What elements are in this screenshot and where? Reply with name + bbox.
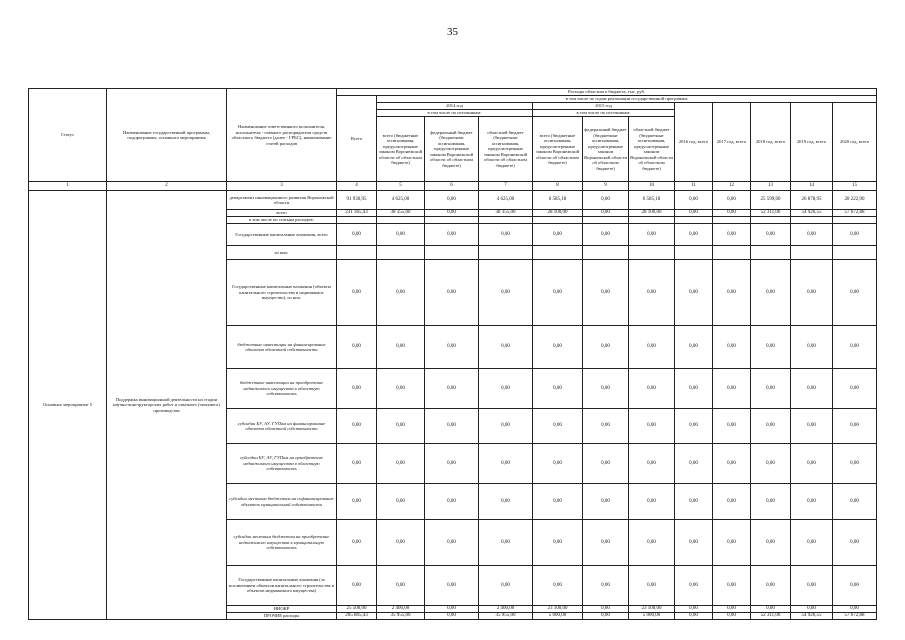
cell-value: 0,00	[713, 484, 751, 520]
cell-value	[425, 246, 479, 260]
cell-value: 0,00	[533, 444, 583, 484]
header-col-2016: 2016 год, всего	[675, 103, 713, 182]
page-number: 35	[447, 26, 458, 38]
header-program-name: Наименование государственной программы, подпрограммы, основного мероприятия	[107, 89, 227, 182]
row-label: всего	[227, 210, 337, 217]
cell-value: 0,00	[583, 326, 629, 369]
cell-value: 0,00	[675, 409, 713, 444]
cell-value: 0,00	[675, 326, 713, 369]
cell-value: 0,00	[629, 326, 675, 369]
status-cell: Основное мероприятие 5	[29, 191, 107, 620]
cell-value: 0,00	[479, 484, 533, 520]
cell-value: 0,00	[751, 369, 791, 409]
cell-value: 35 955,00	[377, 613, 425, 620]
cell-value: 0,00	[713, 409, 751, 444]
cell-value: 38 355,00	[377, 210, 425, 217]
cell-value: 0,00	[533, 409, 583, 444]
cell-value: 0,00	[337, 409, 377, 444]
column-number: 8	[533, 182, 583, 191]
column-number: 6	[425, 182, 479, 191]
cell-value: 231 365,43	[337, 210, 377, 217]
cell-value: 0,00	[713, 613, 751, 620]
cell-value: 205 865,43	[337, 613, 377, 620]
column-number: 14	[791, 182, 833, 191]
cell-value: 0,00	[425, 369, 479, 409]
cell-value: 0,00	[377, 224, 425, 246]
cell-value	[533, 217, 583, 224]
cell-value: 0,00	[583, 260, 629, 326]
row-label: Государственные капитальные вложения (объекты капитального строительства и недвижимое имущество), из них:	[227, 260, 337, 326]
cell-value: 0,00	[751, 606, 791, 613]
cell-value	[833, 217, 877, 224]
cell-value: 0,00	[751, 566, 791, 606]
header-year-2015: 2015 год	[533, 103, 675, 110]
cell-value: 0,00	[479, 224, 533, 246]
column-number: 11	[675, 182, 713, 191]
cell-value	[675, 217, 713, 224]
header-by-sources-2014: в том числе по источникам:	[377, 110, 533, 117]
cell-value	[377, 246, 425, 260]
cell-value	[337, 217, 377, 224]
header-col-2017: 2017 год, всего	[713, 103, 751, 182]
header-col-all-2015: всего (бюджетные ассигнования, предусмотренные законом Воронежской области об областном бюджете)	[533, 117, 583, 182]
cell-value: 0,00	[533, 326, 583, 369]
cell-value: 0,00	[377, 326, 425, 369]
cell-value	[583, 217, 629, 224]
cell-value: 23 100,00	[629, 606, 675, 613]
cell-value: 25 599,00	[751, 191, 791, 210]
cell-value: 0,00	[675, 606, 713, 613]
cell-value: 0,00	[377, 260, 425, 326]
cell-value: 0,00	[629, 566, 675, 606]
cell-value: 0,00	[425, 606, 479, 613]
cell-value: 0,00	[337, 260, 377, 326]
cell-value: 0,00	[533, 566, 583, 606]
header-col-all-2014: всего (бюджетные ассигнования, предусмотренные законом Воронежской области об областном бюджете)	[377, 117, 425, 182]
cell-value: 0,00	[833, 260, 877, 326]
cell-value	[479, 217, 533, 224]
cell-value: 0,00	[479, 326, 533, 369]
cell-value: 0,00	[629, 484, 675, 520]
cell-value: 0,00	[833, 224, 877, 246]
cell-value: 5 000,00	[629, 613, 675, 620]
header-total: Всего	[337, 96, 377, 182]
column-number: 5	[377, 182, 425, 191]
cell-value: 0,00	[751, 260, 791, 326]
cell-value: 0,00	[377, 484, 425, 520]
column-number: 7	[479, 182, 533, 191]
header-status: Статус	[29, 89, 107, 182]
column-number: 1	[29, 182, 107, 191]
cell-value: 0,00	[583, 409, 629, 444]
cell-value: 0,00	[751, 484, 791, 520]
cell-value: 0,00	[425, 191, 479, 210]
cell-value: 0,00	[583, 191, 629, 210]
cell-value: 0,00	[479, 520, 533, 566]
cell-value: 0,00	[629, 409, 675, 444]
column-number: 9	[583, 182, 629, 191]
cell-value: 0,00	[533, 369, 583, 409]
cell-value: 5 000,00	[533, 613, 583, 620]
row-label: субсидии местным бюджетам на приобретение недвижимого имущества в муниципальную собственность	[227, 520, 337, 566]
cell-value: 0,00	[479, 409, 533, 444]
cell-value	[533, 246, 583, 260]
cell-value: 0,00	[675, 224, 713, 246]
cell-value: 2 400,00	[377, 606, 425, 613]
column-number: 2	[107, 182, 227, 191]
cell-value: 4 625,00	[479, 191, 533, 210]
cell-value: 0,00	[583, 369, 629, 409]
column-number: 12	[713, 182, 751, 191]
cell-value: 0,00	[337, 369, 377, 409]
header-col-federal-2014: федеральный бюджет (бюджетные ассигнования, предусмотренные законом Воронежской области об областном бюджете)	[425, 117, 479, 182]
cell-value: 0,00	[479, 369, 533, 409]
cell-value: 0,00	[713, 224, 751, 246]
cell-value: 0,00	[583, 606, 629, 613]
cell-value: 6 585,18	[533, 191, 583, 210]
cell-value: 0,00	[337, 326, 377, 369]
cell-value: 0,00	[337, 224, 377, 246]
cell-value: 0,00	[675, 484, 713, 520]
cell-value: 28 100,00	[629, 210, 675, 217]
cell-value: 0,00	[583, 520, 629, 566]
cell-value	[479, 246, 533, 260]
row-label: бюджетные инвестиции на приобретение недвижимого имущества в областную собственность	[227, 369, 337, 409]
cell-value: 0,00	[533, 224, 583, 246]
header-col-2020: 2020 год, всего	[833, 103, 877, 182]
cell-value: 57 672,88	[833, 613, 877, 620]
cell-value: 0,00	[425, 613, 479, 620]
cell-value: 0,00	[629, 520, 675, 566]
cell-value: 0,00	[675, 260, 713, 326]
program-cell: Поддержка инновационной деятельности на стадии научно-конструкторских работ и опытного (опытного) производства	[107, 191, 227, 620]
cell-value: 0,00	[833, 566, 877, 606]
cell-value: 0,00	[377, 369, 425, 409]
cell-value: 54 926,55	[791, 210, 833, 217]
cell-value: 0,00	[425, 210, 479, 217]
cell-value	[675, 246, 713, 260]
cell-value: 0,00	[713, 444, 751, 484]
cell-value: 28 222,90	[833, 191, 877, 210]
cell-value: 0,00	[791, 224, 833, 246]
cell-value: 0,00	[583, 444, 629, 484]
column-number: 3	[227, 182, 337, 191]
cell-value: 0,00	[425, 260, 479, 326]
cell-value: 0,00	[425, 520, 479, 566]
cell-value: 0,00	[337, 444, 377, 484]
column-number: 4	[337, 182, 377, 191]
cell-value	[425, 217, 479, 224]
column-number: 10	[629, 182, 675, 191]
cell-value: 0,00	[713, 369, 751, 409]
cell-value	[751, 217, 791, 224]
header-col-2019: 2019 год, всего	[791, 103, 833, 182]
column-number-row	[29, 182, 877, 191]
cell-value: 0,00	[425, 484, 479, 520]
cell-value: 0,00	[833, 484, 877, 520]
cell-value: 2 400,00	[479, 606, 533, 613]
cell-value: 0,00	[425, 409, 479, 444]
cell-value: 54 926,55	[791, 613, 833, 620]
cell-value: 26 878,95	[791, 191, 833, 210]
cell-value: 38 355,00	[479, 210, 533, 217]
table-row	[29, 191, 877, 210]
cell-value: 0,00	[583, 224, 629, 246]
cell-value: 0,00	[833, 606, 877, 613]
row-label: из них:	[227, 246, 337, 260]
cell-value	[833, 246, 877, 260]
cell-value: 0,00	[713, 260, 751, 326]
header-col-regional-2015: областной бюджет (бюджетные ассигнования, предусмотренные законом Воронежской области об областном бюджете)	[629, 117, 675, 182]
cell-value: 23 100,00	[533, 606, 583, 613]
cell-value	[629, 217, 675, 224]
cell-value: 0,00	[425, 326, 479, 369]
cell-value: 0,00	[675, 191, 713, 210]
cell-value: 0,00	[675, 369, 713, 409]
cell-value: 0,00	[713, 210, 751, 217]
cell-value	[337, 246, 377, 260]
cell-value: 35 955,00	[479, 613, 533, 620]
cell-value: 0,00	[791, 369, 833, 409]
cell-value: 0,00	[713, 606, 751, 613]
cell-value: 0,00	[337, 484, 377, 520]
header-year-2014: 2014 год	[377, 103, 533, 110]
header-col-2018: 2018 год, всего	[751, 103, 791, 182]
cell-value: 0,00	[791, 566, 833, 606]
cell-value: 0,00	[791, 520, 833, 566]
budget-table	[28, 88, 877, 620]
cell-value: 0,00	[337, 520, 377, 566]
cell-value: 0,00	[833, 444, 877, 484]
row-label: Государственные капитальные вложения, всего	[227, 224, 337, 246]
row-label: в том числе по статьям расходов:	[227, 217, 337, 224]
cell-value: 0,00	[675, 444, 713, 484]
cell-value: 0,00	[479, 566, 533, 606]
row-label: субсидии БУ, АУ, ГУПам на приобретение недвижимого имущества в областную собственность	[227, 444, 337, 484]
cell-value: 0,00	[675, 566, 713, 606]
cell-value: 0,00	[751, 326, 791, 369]
cell-value: 0,00	[791, 326, 833, 369]
cell-value: 0,00	[583, 210, 629, 217]
cell-value: 0,00	[377, 409, 425, 444]
cell-value: 0,00	[629, 369, 675, 409]
cell-value: 0,00	[751, 224, 791, 246]
cell-value: 0,00	[833, 369, 877, 409]
header-col-regional-2014: областной бюджет (бюджетные ассигнования, предусмотренные законом Воронежской области об областном бюджете)	[479, 117, 533, 182]
cell-value	[377, 217, 425, 224]
cell-value: 57 672,88	[833, 210, 877, 217]
row-label: департамент инновационного развития Воронежской области	[227, 191, 337, 210]
cell-value	[713, 246, 751, 260]
cell-value: 0,00	[713, 191, 751, 210]
cell-value: 52 311,00	[751, 210, 791, 217]
cell-value: 0,00	[791, 260, 833, 326]
cell-value: 0,00	[751, 444, 791, 484]
cell-value: 0,00	[713, 326, 751, 369]
cell-value: 0,00	[583, 613, 629, 620]
cell-value: 0,00	[675, 613, 713, 620]
cell-value	[751, 246, 791, 260]
cell-value: 0,00	[791, 409, 833, 444]
header-expenses: Расходы областного бюджета, тыс. руб.	[337, 89, 877, 96]
cell-value: 0,00	[533, 520, 583, 566]
row-label: бюджетные инвестиции на финансирование объектов областной собственности	[227, 326, 337, 369]
cell-value: 0,00	[751, 520, 791, 566]
row-label: ПРОЧИЕ расходы	[227, 613, 337, 620]
column-number: 15	[833, 182, 877, 191]
cell-value	[713, 217, 751, 224]
cell-value: 0,00	[833, 520, 877, 566]
row-label: субсидии БУ, АУ, ГУПам на финансирование объектов областной собственности	[227, 409, 337, 444]
cell-value: 28 100,00	[533, 210, 583, 217]
cell-value: 0,00	[791, 484, 833, 520]
header-col-federal-2015: федеральный бюджет (бюджетные ассигнования, предусмотренные законом Воронежской области об областном бюджете)	[583, 117, 629, 182]
cell-value	[583, 246, 629, 260]
header-executor: Наименование ответственного исполнителя, исполнителя - главного распорядителя средств областного бюджета (далее - ГРБС), наименование статей расходов	[227, 89, 337, 182]
cell-value: 0,00	[425, 566, 479, 606]
cell-value: 0,00	[425, 224, 479, 246]
cell-value: 0,00	[479, 260, 533, 326]
cell-value	[791, 217, 833, 224]
cell-value: 0,00	[833, 326, 877, 369]
cell-value: 91 930,95	[337, 191, 377, 210]
cell-value: 0,00	[675, 210, 713, 217]
cell-value: 0,00	[479, 444, 533, 484]
cell-value: 25 500,00	[337, 606, 377, 613]
cell-value: 0,00	[791, 606, 833, 613]
row-label: субсидии местным бюджетам на софинансирование объектов муниципальной собственности	[227, 484, 337, 520]
cell-value: 0,00	[533, 484, 583, 520]
cell-value: 0,00	[675, 520, 713, 566]
row-label: НИОКР	[227, 606, 337, 613]
cell-value	[629, 246, 675, 260]
column-number: 13	[751, 182, 791, 191]
cell-value: 0,00	[791, 444, 833, 484]
cell-value: 0,00	[629, 444, 675, 484]
cell-value: 4 625,00	[377, 191, 425, 210]
cell-value: 0,00	[533, 260, 583, 326]
cell-value: 0,00	[629, 260, 675, 326]
cell-value: 0,00	[583, 566, 629, 606]
cell-value	[791, 246, 833, 260]
cell-value: 0,00	[751, 409, 791, 444]
cell-value: 0,00	[377, 520, 425, 566]
row-label: Государственные капитальные вложения (за исключением объектов капитального строительства и объектов недвижимого имущества)	[227, 566, 337, 606]
cell-value: 0,00	[337, 566, 377, 606]
header-by-sources-2015: в том числе по источникам:	[533, 110, 675, 117]
cell-value: 0,00	[629, 224, 675, 246]
header-by-years: в том числе по годам реализации государственной программы	[377, 96, 877, 103]
cell-value: 52 311,00	[751, 613, 791, 620]
cell-value: 0,00	[833, 409, 877, 444]
cell-value: 0,00	[425, 444, 479, 484]
cell-value: 0,00	[583, 484, 629, 520]
cell-value: 0,00	[713, 566, 751, 606]
cell-value: 0,00	[377, 444, 425, 484]
cell-value: 0,00	[377, 566, 425, 606]
cell-value: 0,00	[713, 520, 751, 566]
cell-value: 6 585,18	[629, 191, 675, 210]
